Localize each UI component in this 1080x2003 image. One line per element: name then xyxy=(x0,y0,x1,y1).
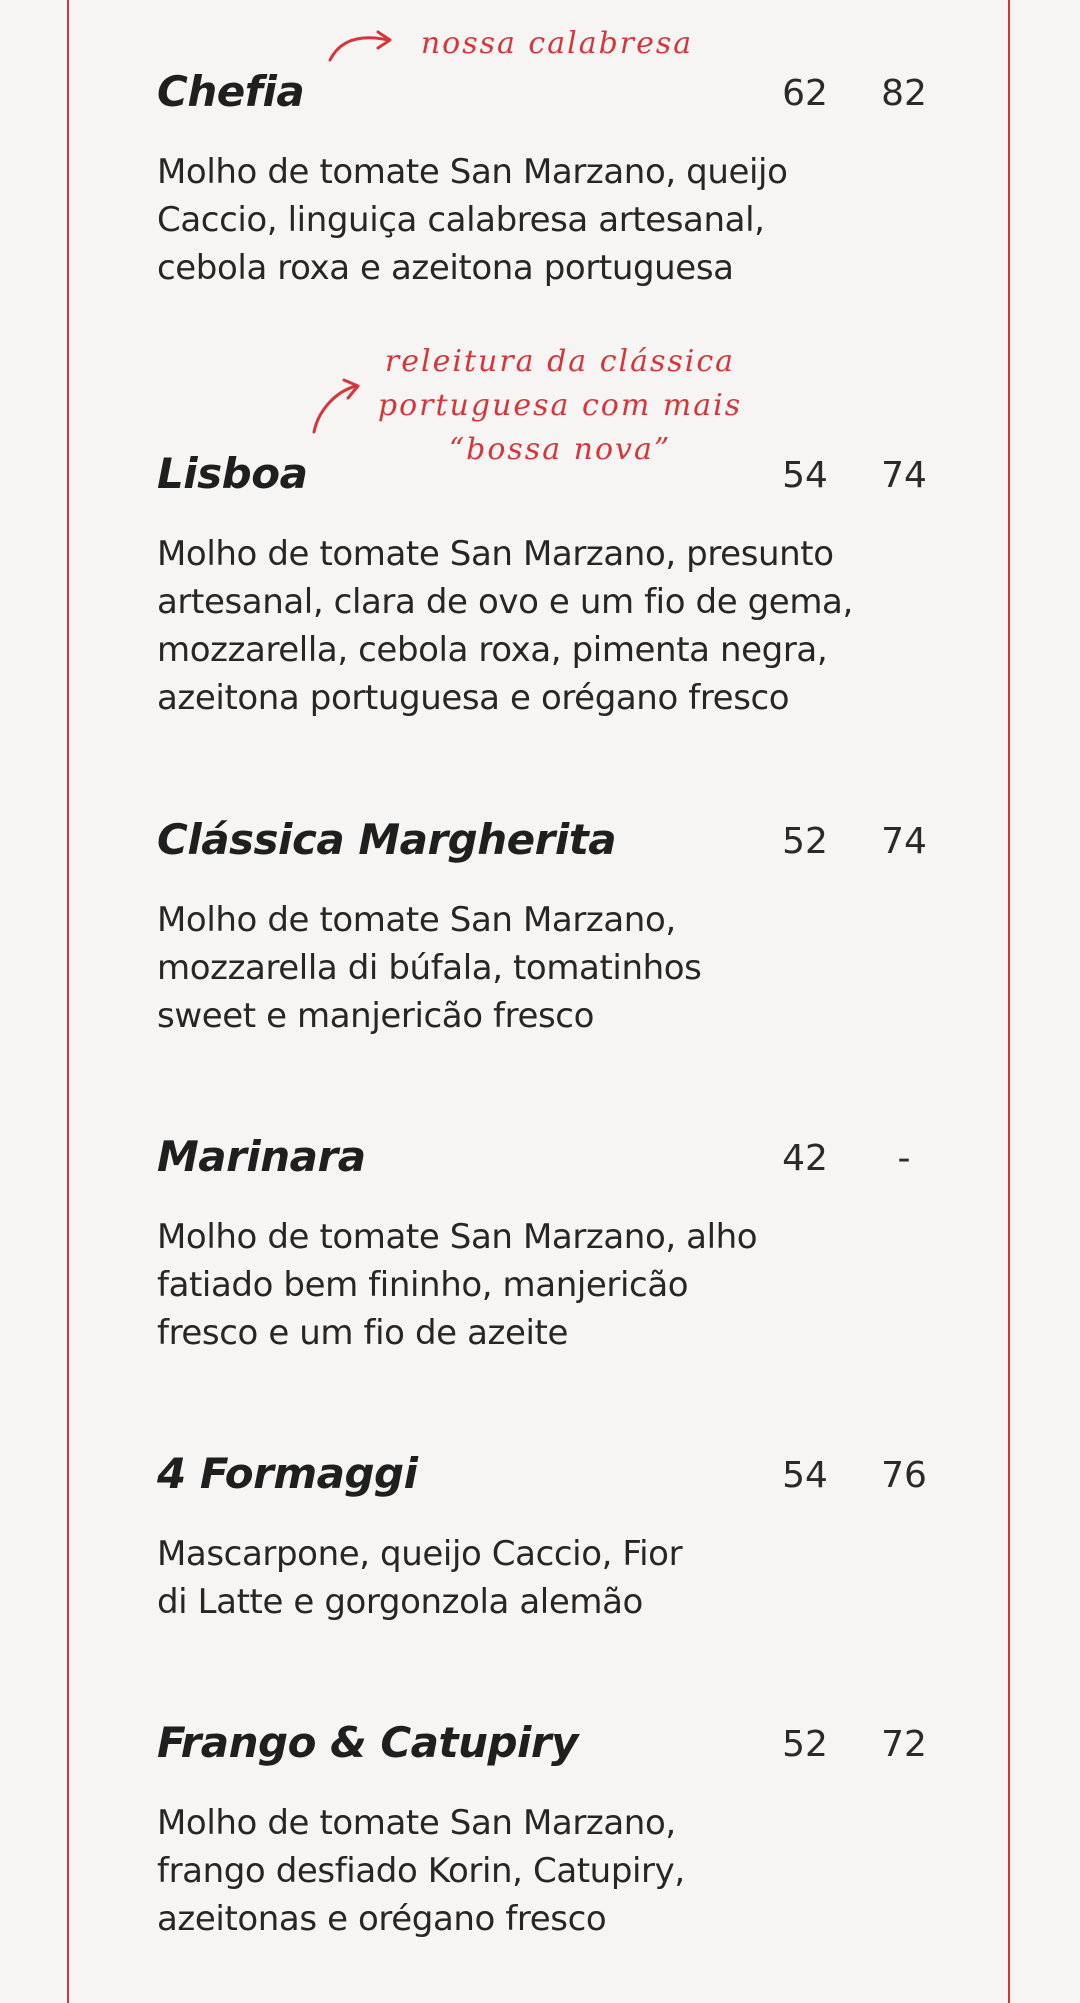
price-large: 76 xyxy=(881,1455,927,1496)
description-line: frango desfiado Korin, Catupiry, xyxy=(157,1851,685,1891)
description-line: fatiado bem fininho, manjericão xyxy=(157,1265,689,1305)
description-line: fresco e um fio de azeite xyxy=(157,1313,568,1353)
item-name: Chefia xyxy=(157,67,305,116)
item-name: Clássica Margherita xyxy=(157,815,617,864)
description-line: Molho de tomate San Marzano, xyxy=(157,1803,676,1843)
lisboa-annotation-line: releitura da clássica xyxy=(384,344,736,379)
item-name: Marinara xyxy=(157,1132,366,1181)
description-line: azeitonas e orégano fresco xyxy=(157,1899,607,1939)
description-line: mozzarella di búfala, tomatinhos xyxy=(157,948,702,988)
right-border-line xyxy=(1008,0,1010,2003)
description-line: cebola roxa e azeitona portuguesa xyxy=(157,248,734,288)
description-line: Mascarpone, queijo Caccio, Fior xyxy=(157,1534,683,1574)
price-small: 52 xyxy=(782,821,828,862)
price-small: 62 xyxy=(782,73,828,114)
description-line: mozzarella, cebola roxa, pimenta negra, xyxy=(157,630,828,670)
price-large: 82 xyxy=(881,73,927,114)
description-line: Molho de tomate San Marzano, queijo xyxy=(157,152,788,192)
price-small: 42 xyxy=(782,1138,828,1179)
price-small: 54 xyxy=(782,1455,828,1496)
lisboa-annotation-line: “bossa nova” xyxy=(448,432,672,467)
item-description xyxy=(157,1530,682,1626)
price-large: 72 xyxy=(881,1724,927,1765)
description-line: sweet e manjericão fresco xyxy=(157,996,594,1036)
curved-arrow-icon xyxy=(326,28,398,64)
price-small: 52 xyxy=(782,1724,828,1765)
item-name: 4 Formaggi xyxy=(157,1449,418,1498)
price-large: - xyxy=(897,1138,911,1179)
item-description xyxy=(157,148,788,292)
price-large: 74 xyxy=(881,455,927,496)
item-name: Lisboa xyxy=(157,449,308,498)
description-line: Molho de tomate San Marzano, xyxy=(157,900,676,940)
item-description xyxy=(157,1799,685,1943)
price-small: 54 xyxy=(782,455,828,496)
left-border-line xyxy=(67,0,69,2003)
lisboa-annotation xyxy=(370,340,750,472)
lisboa-annotation-line: portuguesa com mais xyxy=(377,388,743,423)
item-name: Frango & Catupiry xyxy=(157,1718,579,1767)
curved-arrow-icon xyxy=(308,378,364,436)
item-description xyxy=(157,530,853,722)
description-line: azeitona portuguesa e orégano fresco xyxy=(157,678,790,718)
description-line: Molho de tomate San Marzano, presunto xyxy=(157,534,834,574)
description-line: di Latte e gorgonzola alemão xyxy=(157,1582,643,1622)
description-line: Molho de tomate San Marzano, alho xyxy=(157,1217,758,1257)
description-line: Caccio, linguiça calabresa artesanal, xyxy=(157,200,765,240)
item-description xyxy=(157,1213,757,1357)
item-description xyxy=(157,896,701,1040)
price-large: 74 xyxy=(881,821,927,862)
chefia-annotation: nossa calabresa xyxy=(420,26,694,61)
description-line: artesanal, clara de ovo e um fio de gema, xyxy=(157,582,853,622)
